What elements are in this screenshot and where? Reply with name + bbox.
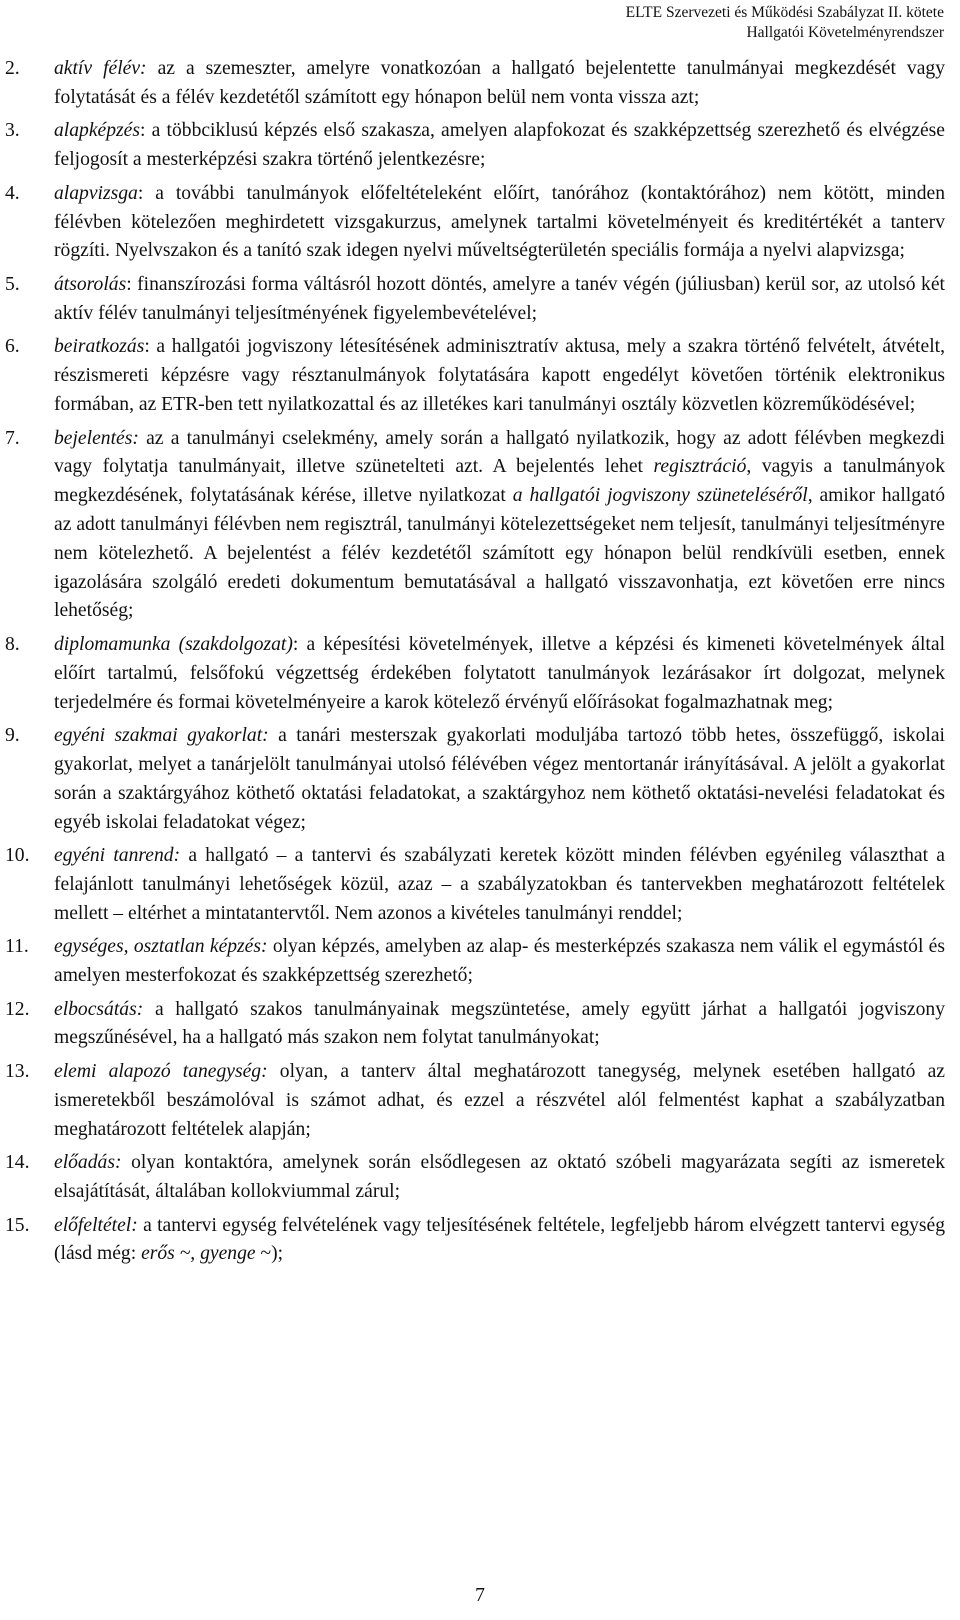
defined-term: diplomamunka (szakdolgozat)	[54, 633, 293, 655]
item-text	[54, 999, 945, 1049]
definition-item	[0, 1212, 960, 1270]
defined-term: erős ~, gyenge	[141, 1243, 256, 1265]
item-text	[54, 1152, 945, 1202]
definition-item	[0, 55, 960, 113]
definition-text: : a további tanulmányok előfeltételeként előírt, tanórához (kontaktórához) nem kötött, minden félévben kötelezően meghirdetett vizsgakurzus, amelynek tartalmi követelményeit és kreditértékét a tanterv rögzíti. Nyelvszakon és a tanító szak idegen nyelvi műveltségterületén speciális formája a nyelvi alapvizsga;	[54, 182, 945, 262]
definition-text: olyan képzés, amelyben az alap- és mesterképzés szakasza nem válik el egymástól és amelyen mesterfokozat és szakképzettség szerezhető;	[54, 936, 945, 987]
item-text	[54, 274, 945, 324]
item-number: 12.	[5, 998, 30, 1020]
defined-term: a hallgatói jogviszony szüneteléséről	[512, 485, 808, 507]
item-number: 8.	[5, 633, 20, 655]
item-text	[54, 58, 945, 108]
definition-item	[0, 271, 960, 329]
defined-term: bejelentés:	[54, 427, 139, 449]
defined-term: egyéni szakmai gyakorlat:	[54, 725, 269, 747]
definition-item	[0, 180, 960, 266]
item-number: 4.	[5, 182, 20, 204]
defined-term: alapvizsga	[54, 182, 138, 204]
defined-term: elbocsátás:	[54, 998, 144, 1020]
definition-text: ~);	[255, 1243, 284, 1265]
definition-text: az a szemeszter, amelyre vonatkozóan a hallgató bejelentette tanulmányai megkezdését vagy folytatását és a félév kezdetétől számított egy hónapon belül nem vonta vissza azt;	[54, 58, 946, 108]
item-number: 11.	[5, 936, 29, 958]
definition-item	[0, 631, 960, 717]
definition-list	[0, 55, 960, 1274]
item-text	[54, 1215, 945, 1265]
item-text	[54, 936, 945, 986]
definition-text: : finanszírozási forma váltásról hozott döntés, amelyre a tanév végén (júliusban) kerül sor, az utolsó két aktív félév tanulmányi teljesítményének figyelembevételével;	[54, 273, 945, 324]
page-number: 7	[475, 1585, 485, 1606]
definition-text: az a tanulmányi cselekmény, amely során a hallgató nyilatkozik, hogy az adott félévben megkezdi vagy folytatja tanulmányait, illetve szünetelteti azt. A bejelentés lehet	[54, 427, 945, 478]
item-text	[54, 725, 945, 832]
defined-term: aktív félév:	[54, 58, 147, 79]
defined-term: regisztráció	[653, 456, 747, 478]
definition-text: : a képesítési követelmények, illetve a képzési és kimeneti követelmények által előírt tartalmú, felsőfokú végzettség érdekében folytatott tanulmányok lezárásakor írt dolgozat, melynek terjedelmére és formai követelményeire a karok kötelező érvényű előírásokat fogalmazhatnak meg;	[54, 633, 946, 713]
item-text	[54, 428, 945, 622]
item-number: 3.	[5, 120, 20, 142]
item-number: 2.	[5, 58, 20, 79]
item-number: 13.	[5, 1061, 30, 1083]
definition-text: a tantervi egység felvételének vagy teljesítésének feltétele, legfeljebb három elvégzett tantervi egység (lásd még:	[54, 1214, 945, 1265]
definition-item	[0, 117, 960, 175]
item-number: 9.	[5, 725, 20, 747]
definition-text: , vagyis a tanulmányok megkezdésének, folytatásának kérése, illetve nyilatkozat	[54, 456, 945, 507]
definition-item	[0, 933, 960, 991]
item-number: 6.	[5, 336, 20, 358]
definition-item	[0, 333, 960, 419]
item-number: 7.	[5, 427, 20, 449]
definition-text: olyan kontaktóra, amelynek során elsődlegesen az oktató szóbeli magyarázata segíti az ismeretek elsajátítását, általában kollokviummal zárul;	[54, 1152, 945, 1203]
definition-item	[0, 1058, 960, 1144]
defined-term: elemi alapozó tanegység:	[54, 1061, 268, 1083]
definition-text: a hallgató – a tantervi és szabályzati keretek között minden félévben egyénileg választhat a felajánlott tanulmányi lehetőségek közül, azaz – a szabályzatokban és tantervekben meghatározott feltételek mellett – eltérhet a mintatantervtől. Nem azonos a kivételes tanulmányi renddel;	[54, 845, 945, 924]
defined-term: alapképzés	[54, 120, 140, 142]
definition-item	[0, 425, 960, 627]
defined-term: egyéni tanrend:	[54, 845, 181, 867]
item-number: 5.	[5, 273, 20, 295]
item-text	[54, 845, 945, 924]
defined-term: előadás:	[54, 1152, 122, 1174]
item-text	[54, 183, 945, 262]
item-text	[54, 634, 945, 713]
item-text	[54, 120, 945, 170]
defined-term: beiratkozás	[54, 336, 145, 358]
definition-item	[0, 722, 960, 837]
definition-item	[0, 996, 960, 1054]
item-number: 14.	[5, 1152, 30, 1174]
header-title: ELTE Szervezeti és Működési Szabályzat II. kötete	[625, 4, 944, 21]
item-text	[54, 1061, 945, 1140]
defined-term: előfeltétel:	[54, 1214, 138, 1236]
definition-item	[0, 842, 960, 928]
defined-term: átsorolás	[54, 273, 127, 295]
item-number: 10.	[5, 845, 30, 867]
definition-text: , amikor hallgató az adott tanulmányi félévben nem regisztrál, tanulmányi kötelezettségeket nem teljesít, tanulmányi teljesítményre nem kötelezhető. A bejelentést a félév kezdetétől számított egy hónapon belül rendkívüli esetben, ennek igazolására szolgáló eredeti dokumentum bemutatásával a hallgató visszavonhatja, ezt követően erre nincs lehetőség;	[54, 485, 945, 622]
item-text	[54, 336, 945, 415]
defined-term: egységes, osztatlan képzés:	[54, 936, 268, 958]
definition-item	[0, 1149, 960, 1207]
definition-text: : a hallgatói jogviszony létesítésének adminisztratív aktusa, mely a szakra történő felvételt, átvételt, részismereti képzésre vagy résztanulmányok folytatására kapott engedélyt követően történik elektronikus formában, az ETR-ben tett nyilatkozattal és az illetékes kari tanulmányi osztály közvetlen közreműködésével;	[54, 336, 945, 415]
header-subtitle: Hallgatói Követelményrendszer	[746, 24, 944, 41]
definition-text: : a többciklusú képzés első szakasza, amelyen alapfokozat és szakképzettség szerezhető és elvégzése feljogosít a mesterképzési szakra történő jelentkezésre;	[54, 120, 945, 171]
item-number: 15.	[5, 1214, 30, 1236]
definition-text: olyan, a tanterv által meghatározott tanegység, melynek esetében hallgató az ismeretekből beszámolóval is számot adhat, és ezzel a részvétel alól felmentést kaphat a szabályzatban meghatározott feltételek alapján;	[54, 1061, 945, 1140]
definition-text: a hallgató szakos tanulmányainak megszüntetése, amely együtt járhat a hallgatói jogviszony megszűnésével, ha a hallgató más szakon nem folytat tanulmányokat;	[54, 998, 945, 1049]
running-header	[626, 3, 944, 43]
definition-text: a tanári mesterszak gyakorlati moduljába tartozó több hetes, összefüggő, iskolai gyakorlat, melyet a tanárjelölt tanulmányai utolsó félévében végez mentortanár irányításával. A jelölt a gyakorlat során a szaktárgyához köthető oktatási feladatokat, a szaktárgyhoz nem köthető oktatási-nevelési feladatokat és egyéb iskolai feladatokat végez;	[54, 725, 945, 833]
